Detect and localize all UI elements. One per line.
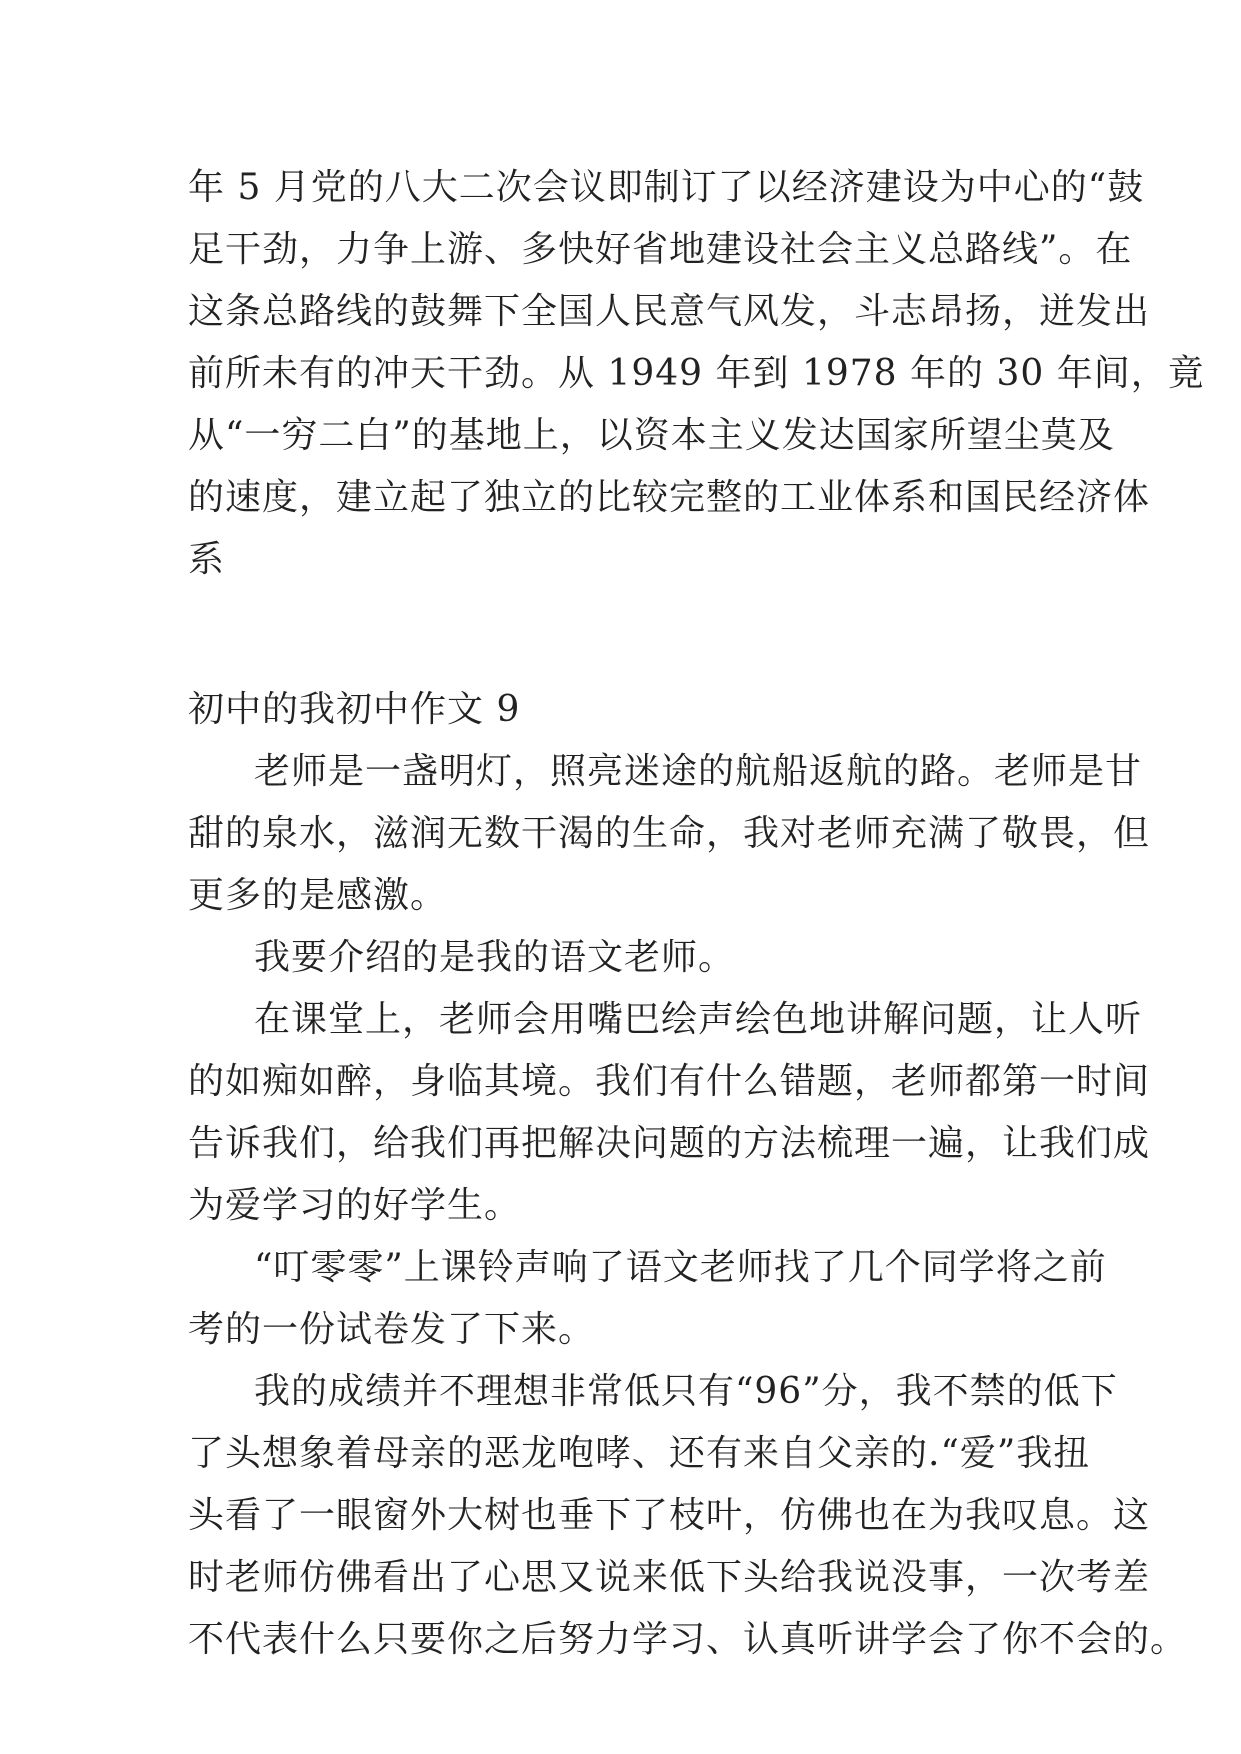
text-line: 不代表什么只要你之后努力学习、认真听讲学会了你不会的。 <box>188 1619 1188 1660</box>
text-line: 在课堂上，老师会用嘴巴绘声绘色地讲解问题，让人听 <box>254 999 1143 1040</box>
text-line: 头看了一眼窗外大树也垂下了枝叶，仿佛也在为我叹息。这 <box>188 1495 1151 1536</box>
text-line: 前所未有的冲天干劲。从 1949 年到 1978 年的 30 年间，竟 <box>188 353 1205 394</box>
text-line: 足干劲，力争上游、多快好省地建设社会主义总路线”。在 <box>188 229 1133 270</box>
text-line: 考的一份试卷发了下来。 <box>188 1309 596 1350</box>
text-line: 告诉我们，给我们再把解决问题的方法梳理一遍，让我们成 <box>188 1123 1151 1164</box>
text-line: 老师是一盏明灯，照亮迷途的航船返航的路。老师是甘 <box>254 751 1143 792</box>
text-line: 我的成绩并不理想非常低只有“96”分，我不禁的低下 <box>254 1371 1118 1412</box>
text-line: “叮零零”上课铃声响了语文老师找了几个同学将之前 <box>254 1247 1107 1288</box>
essay-heading: 初中的我初中作文 9 <box>188 689 521 730</box>
text-line: 了头想象着母亲的恶龙咆哮、还有来自父亲的.“爱”我扭 <box>188 1433 1091 1474</box>
text-line: 甜的泉水，滋润无数干渴的生命，我对老师充满了敬畏，但 <box>188 813 1151 854</box>
text-line: 更多的是感激。 <box>188 875 448 916</box>
text-line: 的如痴如醉，身临其境。我们有什么错题，老师都第一时间 <box>188 1061 1151 1102</box>
text-line: 为爱学习的好学生。 <box>188 1185 522 1226</box>
text-line: 这条总路线的鼓舞下全国人民意气风发，斗志昂扬，迸发出 <box>188 291 1151 332</box>
text-line: 的速度，建立起了独立的比较完整的工业体系和国民经济体 <box>188 477 1151 518</box>
text-line: 我要介绍的是我的语文老师。 <box>254 937 736 978</box>
text-line: 系 <box>188 539 226 580</box>
text-line: 时老师仿佛看出了心思又说来低下头给我说没事，一次考差 <box>188 1557 1151 1598</box>
text-line: 从“一穷二白”的基地上，以资本主义发达国家所望尘莫及 <box>188 415 1115 456</box>
text-line: 年 5 月党的八大二次会议即制订了以经济建设为中心的“鼓 <box>188 167 1145 208</box>
